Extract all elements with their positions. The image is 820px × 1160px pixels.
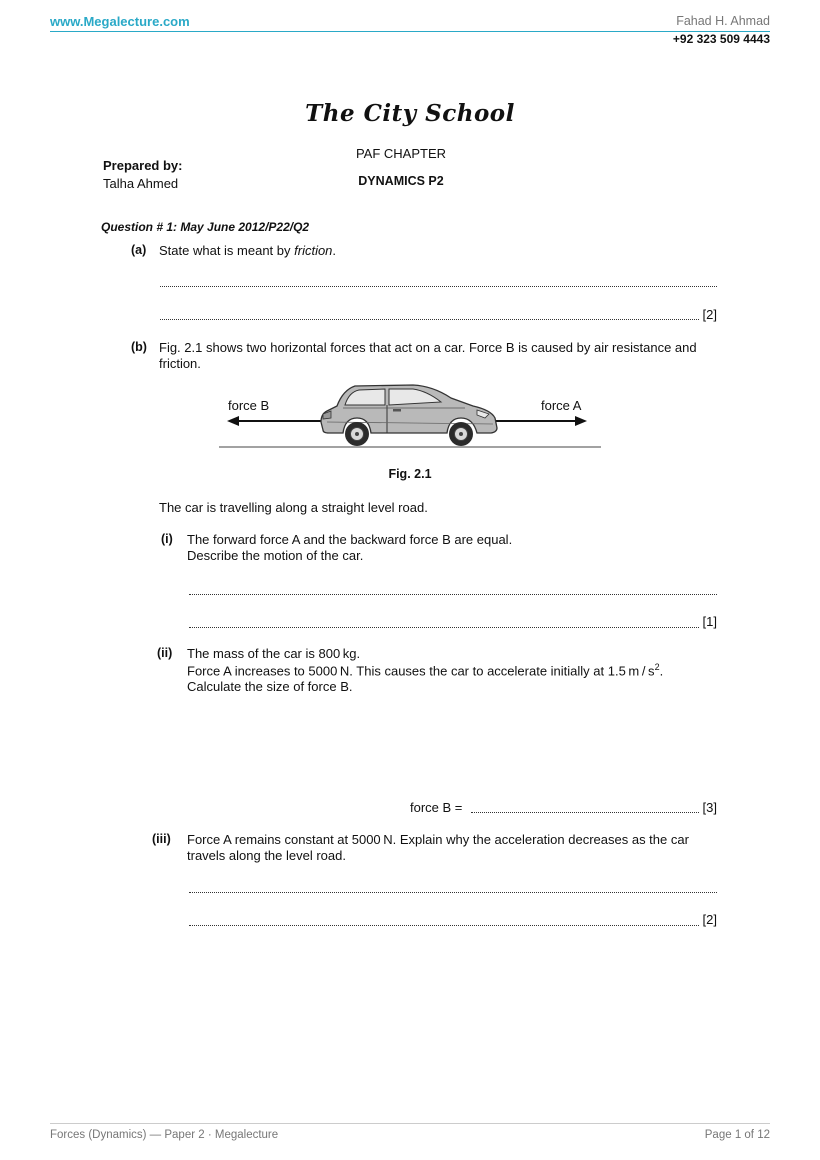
force-a-arrowhead xyxy=(575,416,587,426)
part-b-statement: The car is travelling along a straight level road. xyxy=(159,500,428,515)
part-b-i-label: (i) xyxy=(161,532,173,546)
part-a-text-before: State what is meant by xyxy=(159,243,295,258)
part-b-ii-line2-sup: 2 xyxy=(654,662,660,672)
part-b-iii-line2: travels along the level road. xyxy=(187,848,346,863)
part-b-ii-line3: Calculate the size of force B. xyxy=(187,679,353,694)
answer-line[interactable] xyxy=(189,891,717,893)
answer-line[interactable] xyxy=(160,285,717,287)
part-b-ii-line2 xyxy=(187,662,663,678)
car-figure xyxy=(215,378,610,453)
part-a-label: (a) xyxy=(131,243,147,257)
part-b-i-line2: Describe the motion of the car. xyxy=(187,548,364,563)
header-rule xyxy=(50,31,770,32)
site-url[interactable]: www.Megalecture.com xyxy=(50,14,190,29)
prepared-by-name: Talha Ahmed xyxy=(103,176,179,191)
force-a-label: force A xyxy=(541,398,582,413)
part-a-text xyxy=(159,243,336,258)
school-logo-text: The City School xyxy=(305,100,515,127)
part-b-ii-line1: The mass of the car is 800 kg. xyxy=(187,646,361,661)
subject-title: DYNAMICS P2 xyxy=(358,174,444,188)
author-name: Fahad H. Ahmad xyxy=(676,14,770,28)
part-a-text-after: . xyxy=(332,243,337,258)
part-b-ii-line2-before: Force A increases to 5000 N. This causes the car to accelerate initially at 1.5 m / s xyxy=(187,663,655,679)
force-b-label: force B xyxy=(228,398,270,413)
car-icon xyxy=(321,385,497,446)
prepared-by-label: Prepared by: xyxy=(103,158,183,173)
answer-line[interactable] xyxy=(160,318,699,320)
part-b-ii-mark: [3] xyxy=(702,800,717,815)
part-b-iii-line1: Force A remains constant at 5000 N. Explain why the acceleration decreases as the car xyxy=(187,832,689,847)
footer-rule xyxy=(50,1123,770,1124)
author-phone: +92 323 509 4443 xyxy=(672,32,770,46)
part-b-iii-mark: [2] xyxy=(702,912,717,927)
footer-left: Forces (Dynamics) — Paper 2 · Megalecture xyxy=(50,1129,279,1141)
chapter-title: PAF CHAPTER xyxy=(355,146,447,161)
force-b-answer-line[interactable] xyxy=(471,811,699,813)
part-b-ii-label: (ii) xyxy=(157,646,173,660)
part-a-mark: [2] xyxy=(702,307,717,322)
part-b-label: (b) xyxy=(131,340,147,354)
part-b-ii-line2-after: . xyxy=(659,663,664,679)
answer-line[interactable] xyxy=(189,924,699,926)
answer-line[interactable] xyxy=(189,593,717,595)
part-b-line1: Fig. 2.1 shows two horizontal forces that act on a car. Force B is caused by air resistance and xyxy=(159,340,697,355)
part-b-iii-label: (iii) xyxy=(152,832,171,846)
figure-caption: Fig. 2.1 xyxy=(388,467,432,481)
page-number: Page 1 of 12 xyxy=(704,1129,770,1141)
force-b-arrowhead xyxy=(227,416,239,426)
part-b-line2: friction. xyxy=(159,356,201,371)
part-b-i-line1: The forward force A and the backward force B are equal. xyxy=(187,532,513,547)
answer-line[interactable] xyxy=(189,626,699,628)
part-b-i-mark: [1] xyxy=(702,614,717,629)
part-a-text-italic: friction xyxy=(294,243,333,258)
question-heading: Question # 1: May June 2012/P22/Q2 xyxy=(101,220,310,234)
force-b-answer-label: force B = xyxy=(410,800,463,815)
